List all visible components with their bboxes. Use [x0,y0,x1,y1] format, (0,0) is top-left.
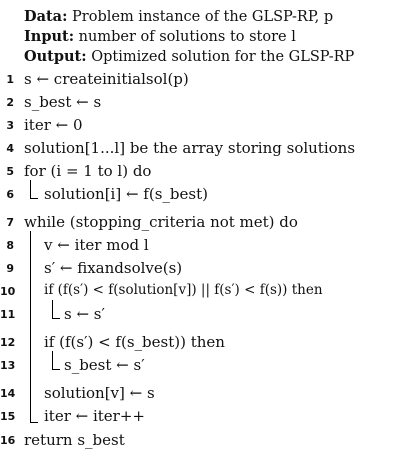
input-label: Input: [24,28,75,45]
line-code: for (i = 1 to l) do [24,162,152,180]
algo-line-6 [0,185,416,207]
line-number: 4 [6,142,14,155]
algo-line-5 [0,162,416,184]
line-number: 1 [6,73,14,86]
line-code: s ← s′ [64,305,105,323]
line-code: if (f(s′) < f(s_best)) then [44,333,225,351]
data-text: Problem instance of the GLSP-RP, p [72,9,334,25]
line-number: 14 [0,387,16,400]
line-code: v ← iter mod l [44,236,149,254]
block-bar-for [30,180,31,198]
data-line [24,8,333,25]
line-code: s_best ← s [24,93,102,111]
line-number: 8 [6,239,14,252]
block-tick-for [30,198,38,199]
line-number: 15 [0,410,16,423]
algo-line-12 [0,333,416,355]
algo-line-14 [0,384,416,406]
line-number: 6 [6,188,14,201]
line-number: 11 [0,308,16,321]
block-tick-if2 [52,369,60,370]
line-number: 7 [6,216,14,229]
block-tick-if1 [52,318,60,319]
line-code: s ← createinitialsol(p) [24,70,189,88]
line-code: s′ ← fixandsolve(s) [44,259,183,277]
line-number: 13 [0,359,16,372]
algo-line-9 [0,259,416,281]
algo-line-3 [0,116,416,138]
line-code: solution[1...l] be the array storing solutions [24,139,356,157]
line-code: s_best ← s′ [64,356,145,374]
input-text: number of solutions to store l [78,29,296,45]
algo-line-1 [0,70,416,92]
algo-line-10 [0,282,416,304]
algo-line-16 [0,431,416,453]
output-label: Output: [24,48,87,65]
line-number: 2 [6,96,14,109]
algo-line-11 [0,305,416,327]
line-code: return s_best [24,431,125,449]
line-number: 10 [0,285,16,298]
algo-line-7 [0,213,416,235]
output-text: Optimized solution for the GLSP-RP [91,49,355,65]
line-code: solution[i] ← f(s_best) [44,185,208,203]
block-bar-if1 [52,300,53,318]
line-code: while (stopping_criteria not met) do [24,213,298,231]
algo-line-8 [0,236,416,258]
line-number: 16 [0,434,16,447]
block-bar-while [30,231,31,422]
algo-line-15 [0,407,416,429]
line-code: iter ← 0 [24,116,83,134]
line-code: solution[v] ← s [44,384,155,402]
block-bar-if2 [52,351,53,369]
line-number: 5 [6,165,14,178]
input-line [24,28,296,45]
algo-line-4 [0,139,416,161]
block-tick-while [30,422,38,423]
line-number: 12 [0,336,16,349]
line-number: 3 [6,119,14,132]
algo-line-2 [0,93,416,115]
line-code: if (f(s′) < f(solution[v]) || f(s′) < f(s)) then [44,282,323,298]
algo-line-13 [0,356,416,378]
line-number: 9 [6,262,14,275]
data-label: Data: [24,8,68,25]
line-code: iter ← iter++ [44,407,145,425]
output-line [24,48,354,65]
